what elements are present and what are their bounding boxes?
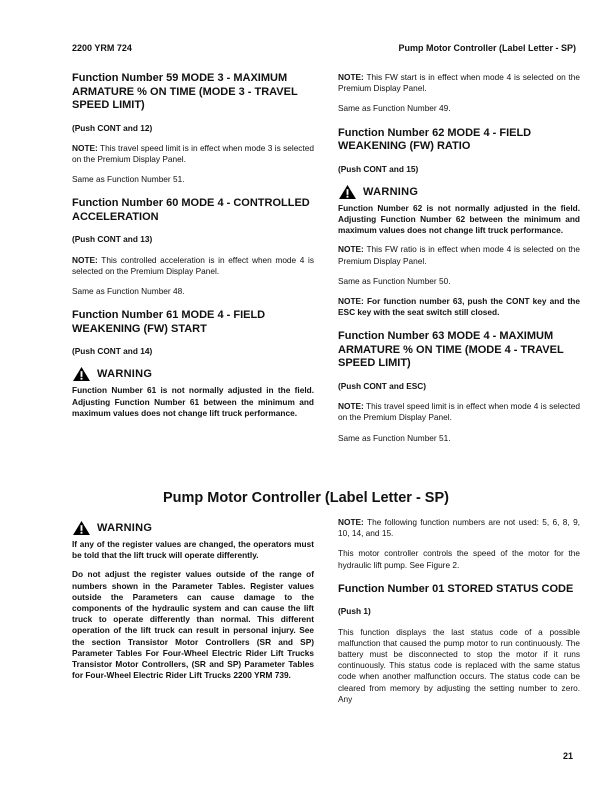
fn61-warning-text: Function Number 61 is not normally adjusted in the field. Adjusting Function Number 61 between the minimum and maximum values does not change lift truck performance.	[72, 385, 314, 418]
fn63-push: (Push CONT and ESC)	[338, 380, 427, 391]
bottom-right-column	[338, 517, 580, 714]
warning-triangle-icon	[338, 184, 357, 200]
fn62-warning-text: Function Number 62 is not normally adjusted in the field. Adjusting Function Number 62 between the minimum and maximum values does not change lift truck performance.	[338, 202, 580, 236]
fn60-same-as: Same as Function Number 48.	[72, 285, 185, 296]
warning-triangle-icon	[72, 366, 91, 382]
fn62-push: (Push CONT and 15)	[338, 163, 419, 174]
note-text: The following function numbers are not used: 5, 6, 8, 9, 10, 14, and 15.	[338, 517, 580, 539]
pump-warning-p2: Do not adjust the register values outside of the range of numbers shown in the Parameter Tables. Register values outside the Parameters can cause damage to the components of the hydraulic system and can cause the lift truck to operate differently than normal. This different operation of the lift truck can result in personal injury. See the section Transistor Motor Controllers (SR and SP) Parameter Tables For Four-Wheel Electric Rider Lift Trucks Transistor Motor Controllers, (SR and SP) Parameter Tables for Four-Wheel Electric Rider Lift Trucks 2200 YRM 739.	[72, 569, 314, 681]
note-label: NOTE:	[72, 254, 98, 265]
note-label: NOTE:	[72, 142, 98, 153]
top-right-column	[338, 72, 580, 453]
fn01-body: This function displays the last status code of a possible malfunction that caused the pump motor to run continuously. The battery must be disconnected to stop the motor if it runs continuously. This status code is replaced with the same status code when another malfunction occurs. The status code can be cleared from memory by adjusting the setting number to zero. Any	[338, 626, 580, 704]
note-text: This controlled acceleration is in effect when mode 4 is selected on the Premium Display Panel.	[72, 254, 314, 276]
note-label: NOTE:	[338, 517, 364, 527]
fn59-push: (Push CONT and 12)	[72, 122, 153, 133]
fn59-same-as: Same as Function Number 51.	[72, 174, 185, 185]
pump-warning-header	[72, 520, 314, 536]
note-label: NOTE:	[338, 72, 364, 82]
fn61-heading: Function Number 61 MODE 4 - FIELD WEAKENING (FW) START	[72, 309, 266, 335]
top-left-column	[72, 72, 314, 427]
unused-functions-note	[338, 517, 580, 539]
fn60-note	[72, 255, 314, 277]
note-label: NOTE:	[338, 401, 364, 412]
fn61-warning-header	[72, 366, 314, 382]
section-title: Pump Motor Controller (Label Letter - SP)	[163, 490, 449, 506]
note-text: This FW start is in effect when mode 4 is selected on the Premium Display Panel.	[338, 72, 580, 94]
fn61-same-as: Same as Function Number 49.	[338, 103, 451, 114]
fn63-same-as: Same as Function Number 51.	[338, 432, 451, 443]
fn60-push: (Push CONT and 13)	[72, 234, 153, 245]
fn63-heading: Function Number 63 MODE 4 - MAXIMUM ARMATURE % ON TIME (MODE 4 - TRAVEL SPEED LIMIT)	[338, 330, 564, 370]
note-text: This FW ratio is in effect when mode 4 is selected on the Premium Display Panel.	[338, 244, 580, 266]
fn62-note	[338, 244, 580, 266]
fn63-note	[338, 401, 580, 423]
fn62-warning-header	[338, 184, 580, 200]
fn61-push: (Push CONT and 14)	[72, 346, 153, 357]
note-text: This travel speed limit is in effect when mode 4 is selected on the Premium Display Panel.	[338, 401, 580, 423]
header-doc-id: 2200 YRM 724	[72, 43, 132, 53]
fn59-note	[72, 143, 314, 165]
note-label: NOTE:	[338, 244, 364, 255]
warning-label: WARNING	[97, 368, 153, 381]
warning-triangle-icon	[72, 520, 91, 536]
warning-label: WARNING	[363, 185, 419, 198]
fn63-pre-note: NOTE: For function number 63, push the CONT key and the ESC key with the seat switch still closed.	[338, 296, 580, 318]
pump-intro: This motor controller controls the speed of the motor for the hydraulic lift pump. See Figure 2.	[338, 548, 580, 570]
page-number: 21	[563, 751, 574, 761]
fn01-push: (Push 1)	[338, 606, 371, 617]
fn01-heading: Function Number 01 STORED STATUS CODE	[338, 582, 574, 595]
bottom-left-column	[72, 518, 314, 689]
header-title: Pump Motor Controller (Label Letter - SP)	[398, 43, 576, 53]
fn62-same-as: Same as Function Number 50.	[338, 275, 451, 286]
pump-warning-p1: If any of the register values are changed, the operators must be told that the lift truck will operate differently.	[72, 539, 314, 561]
fn61-note	[338, 72, 580, 94]
warning-label: WARNING	[97, 522, 153, 534]
fn60-heading: Function Number 60 MODE 4 - CONTROLLED ACCELERATION	[72, 197, 310, 223]
note-text: This travel speed limit is in effect when mode 3 is selected on the Premium Display Panel.	[72, 142, 314, 164]
fn59-heading: Function Number 59 MODE 3 - MAXIMUM ARMATURE % ON TIME (MODE 3 - TRAVEL SPEED LIMIT)	[72, 72, 298, 111]
fn62-heading: Function Number 62 MODE 4 - FIELD WEAKENING (FW) RATIO	[338, 126, 532, 153]
